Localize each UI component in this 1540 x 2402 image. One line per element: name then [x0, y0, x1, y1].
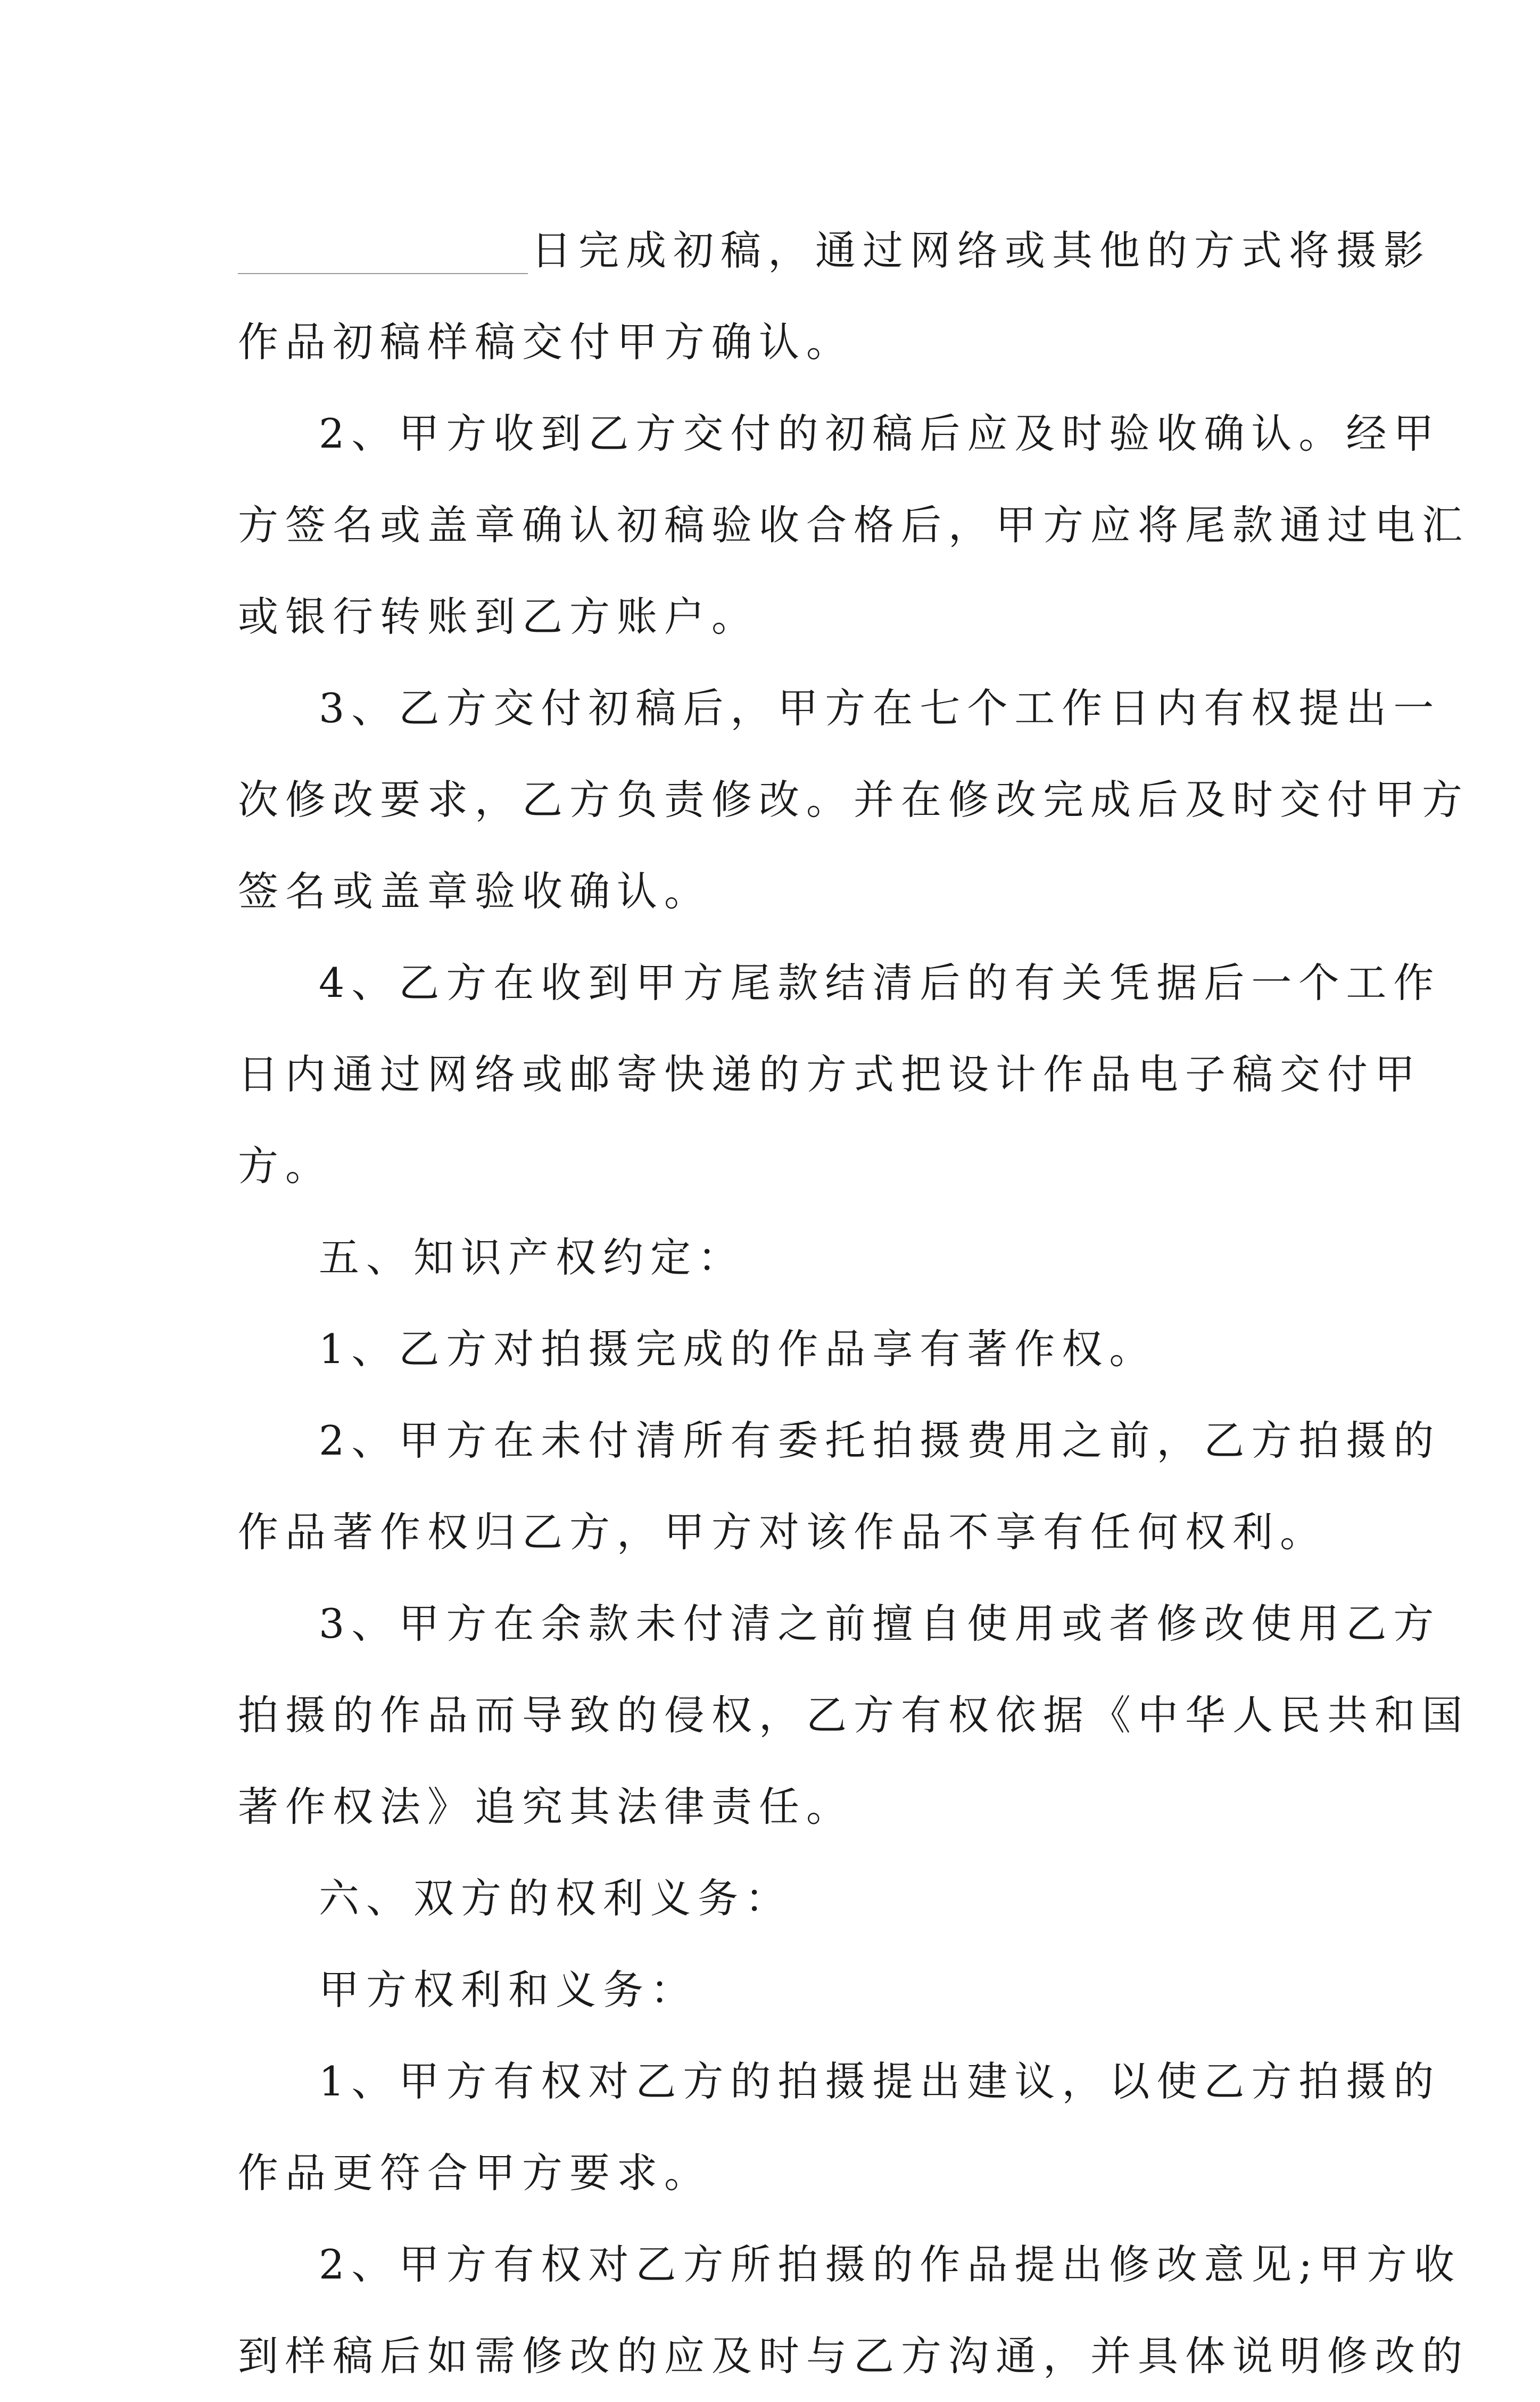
clause-4-2: 2、甲方收到乙方交付的初稿后应及时验收确认。经甲: [319, 410, 1441, 457]
text-line-10: 日内通过网络或邮寄快递的方式把设计作品电子稿交付甲: [238, 1051, 1422, 1098]
text-line-17: 拍摄的作品而导致的侵权，乙方有权依据《中华人民共和国: [238, 1691, 1469, 1739]
document-body: [238, 205, 1469, 2402]
text-line-5: 或银行转账到乙方账户。: [238, 593, 759, 640]
text-line-7: 次修改要求，乙方负责修改。并在修改完成后及时交付甲方: [238, 776, 1469, 823]
text-line-1: [238, 205, 1431, 296]
clause-6-a-2: 2、甲方有权对乙方所拍摄的作品提出修改意见;甲方收: [319, 2241, 1461, 2288]
clause-4-4: 4、乙方在收到甲方尾款结清后的有关凭据后一个工作: [319, 959, 1441, 1006]
section-heading-6: 六、双方的权利义务：: [319, 1875, 792, 1922]
text-line-22: 作品更符合甲方要求。: [238, 2149, 711, 2197]
text-line-4: 方签名或盖章确认初稿验收合格后，甲方应将尾款通过电汇: [238, 501, 1469, 549]
clause-5-3: 3、甲方在余款未付清之前擅自使用或者修改使用乙方: [319, 1600, 1441, 1647]
text-line-15: 作品著作权归乙方，甲方对该作品不享有任何权利。: [238, 1508, 1327, 1556]
text-line-11: 方。: [238, 1142, 333, 1190]
text-line-8: 签名或盖章验收确认。: [238, 868, 711, 915]
clause-4-3: 3、乙方交付初稿后，甲方在七个工作日内有权提出一: [319, 684, 1441, 732]
subheading-party-a: 甲方权利和义务：: [319, 1966, 698, 2013]
section-heading-5: 五、知识产权约定：: [319, 1234, 745, 1281]
text-line-24: 到样稿后如需修改的应及时与乙方沟通，并具体说明修改的: [238, 2332, 1469, 2380]
text-line-2: 作品初稿样稿交付甲方确认。: [238, 318, 854, 366]
clause-5-2: 2、甲方在未付清所有委托拍摄费用之前，乙方拍摄的: [319, 1417, 1441, 1464]
text-line-1-content: 日完成初稿，通过网络或其他的方式将摄影: [531, 227, 1431, 274]
clause-5-1: 1、乙方对拍摄完成的作品享有著作权。: [319, 1325, 1157, 1373]
fill-in-blank: [238, 273, 528, 274]
text-line-18: 著作权法》追究其法律责任。: [238, 1783, 854, 1830]
clause-6-a-1: 1、甲方有权对乙方的拍摄提出建议，以使乙方拍摄的: [319, 2058, 1441, 2105]
